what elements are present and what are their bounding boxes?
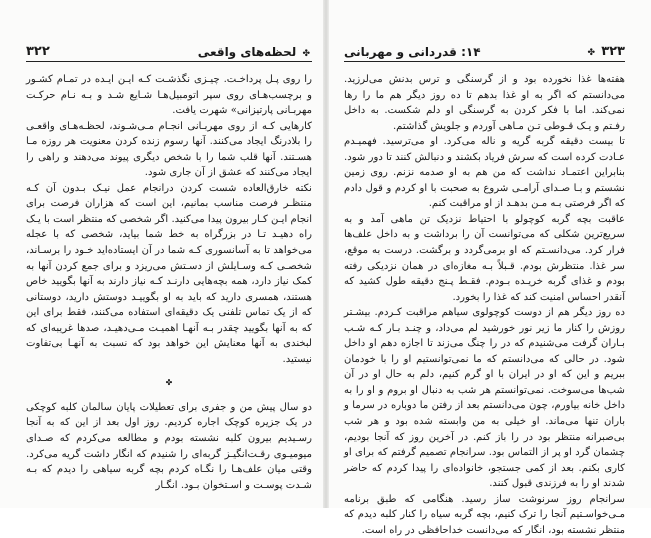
right-page xyxy=(326,0,651,536)
left-paragraph-1: را روی پـل پرداخـت. چیـزی نگذشـت کـه ایـن ایـده در تمـام کشـور و برچسب‌هـای روی سپر اتومبیل‌هـا شـایع شـد و بـه نـام حرکـت مهربـانی پارتیزانی» شهرت یافت. xyxy=(26,74,312,117)
right-page-number-group xyxy=(585,44,625,59)
left-page-header xyxy=(26,44,312,62)
right-page-header xyxy=(344,44,625,62)
section-separator-icon: ✤ xyxy=(165,378,173,388)
left-running-title-group xyxy=(198,45,312,59)
right-paragraph-4: ده روز دیگر هم از دوست کوچولوی سیاهم مراقبت کـردم. بیشـتر روزش را کنار ما زیر نور خورشید لم می‌داد، و چنـد بـار کـه شـب بـاران گرفت می‌شنیدم که در را چنگ می‌زند تا اجازه دهم او داخل شود. در حالی که می‌دانستم که ما نمی‌توانستیم او را با خودمان ببریم و این که او در ایران با او گرم کنیم، دلم به حال او در آن شب‌ها می‌سوخت. نمی‌توانستم هر شب به دنبال او بروم و او را به داخل خانه بیاورم، چون می‌دانستم بعد از رفتن ما دوباره در سرما و باران تنها می‌ماند. او خیلی به من وابسته شده بود و هر شب بی‌صبرانه منتظر بود در را باز کنم. در آخرین روز که آنجا بودیم، چشمان گرد او پر از التماس بود. سرانجام تصمیم گرفتم که برای او کاری بکنم. بعد از کمی جستجو، خانواده‌ای را پیدا کردم که حاضر شدند او را به فرزندی قبول کنند. xyxy=(344,307,625,490)
left-running-title: لحظه‌های واقعی xyxy=(197,45,297,59)
left-paragraph-2: کارهایی کـه از روی مهربـانی انجـام مـی‌شـوند، لحظـه‌هـای واقعـی را بلادرنگ ایجاد می‌کنند. آنها رسوم زنده کردن معنویت هر روزه مـا هسـتند. آنها قلب شما را با شخص دیگری پیوند می‌دهند و راهی را ایجاد می‌کنند که عشق از آن جاری شود. xyxy=(26,120,312,179)
left-page xyxy=(0,0,326,508)
right-header-ornament-icon: ✤ xyxy=(587,48,595,58)
right-running-title: ۱۴: قدردانی و مهربانی xyxy=(344,45,481,59)
right-page-number: ۳۲۳ xyxy=(601,44,625,59)
left-header-ornament-icon: ✤ xyxy=(302,49,310,59)
left-page-body xyxy=(26,72,312,493)
left-page-number: ۳۲۲ xyxy=(26,44,50,59)
left-paragraph-4: دو سال پیش من و جفری برای تعطیلات پایان سالمان کلبه کوچکی در یک جزیره کوچک اجاره کردیم. روز اول بعد از این که به آنجا رسـیدیم بیرون کلبه نشسته بودم و مطالعه می‌کردم که صـدای میومیـوی رقـت‌انگیـز گربه‌ای را شنیدم که انگار داشت گریه می‌کرد. وقتی میان علف‌هـا را نگـاه کردم بچه گربه سیاهی را دیدم که بـه شـدت پوسـت و اسـتخوان بـود. انگـار xyxy=(26,401,312,491)
right-page-body xyxy=(344,72,625,538)
left-paragraph-3: نکته خارق‌العاده شست کردن درانجام عمل نیـک بـدون آن کـه منتظـر فرصت مناسب بمانیم، این است که هزاران فرصت برای انجام ایـن کـار بیرون پیدا می‌کنید. اگر شخصی که منتظر است با یـک راه دهیـد تـا در بزرگراه به خط شما بیاید، شخصی که با عجله می‌خواهد تا به آسانسوری کـه شما در آن ایستاده‌اید خـود را برسـاند، شخصـی کـه وسـایلش از دسـتش می‌ریزد و برای جمع کردن آنها به کمک نیاز دارد، همه بچه‌هایی دارنـد کـه نیاز دارند به آنها بگویید خاص هستند، همسری دارید که باید به او بگوییـد دوستش دارید، دوستانی که از یک تماس تلفنی یک دقیقه‌ای استفاده می‌کنند، فقط برای این که به آنها بگویید چقدر بـه آنهـا اهمیـت مـی‌دهیـد، صدها غریبه‌ای که لبخندی به آنها معنایش این خواهد بود که نسبت به آنهـا بی‌تفاوت نیستید. xyxy=(26,182,312,365)
right-paragraph-5: سرانجام روز سرنوشت ساز رسید. هنگامی که طبق برنامه مـی‌خواسـتیم آنجا را ترک کنیم، بچه گربه سیاه را کنار کلبه دیدم که منتظر نشسته بود، انگار که می‌دانست خداحافظی در راه است. xyxy=(344,493,625,536)
right-paragraph-2: تا بیست دقیقه گربه گریه و ناله می‌کرد. او می‌ترسید. فهمیـدم عـادت کرده است که سرش فریاد بکشند و دنبالش کنند تا دور شود. بنابراین اعتمـاد نداشت که من هم به او صدمه نزنم. روی زمین نشستم و بـا صـدای آرامـی شروع به صحبت با او کردم و قول دادم که اگر فرصتی بـه مـن بدهـد از او مراقبت کنم. xyxy=(344,136,625,210)
right-paragraph-3: عاقبت بچه گربه کوچولو با احتیاط نزدیک تن ماهی آمد و به سریع‌ترین شکلی که می‌توانست آن را برداشت و به داخل علف‌ها فرار کرد. می‌دانسـتم که او برمی‌گردد و برگشت. درست به موقع، سر غذا. منتظرش بودم. قـبلاً بـه مغازه‌ای در همان نزدیکی رفته بودم و غذای گربه خریـده بـودم. فقـط پـنج دقیقه طول کشید که آنقدر احساس امنیت کند که غذا را بخورد. xyxy=(344,213,625,303)
right-paragraph-1: هفته‌ها غذا نخورده بود و از گرسنگی و ترس بدنش می‌لرزید. می‌دانستم که اگر به او غذا بدهم تا ده روز دیگر هم ما را رها نمی‌کند. اما با فکر کردن به گرسنگی او دلم شکست. به داخل رفـتم و یـک قـوطی تـن مـاهی آوردم و جلویش گذاشتم. xyxy=(344,74,625,132)
